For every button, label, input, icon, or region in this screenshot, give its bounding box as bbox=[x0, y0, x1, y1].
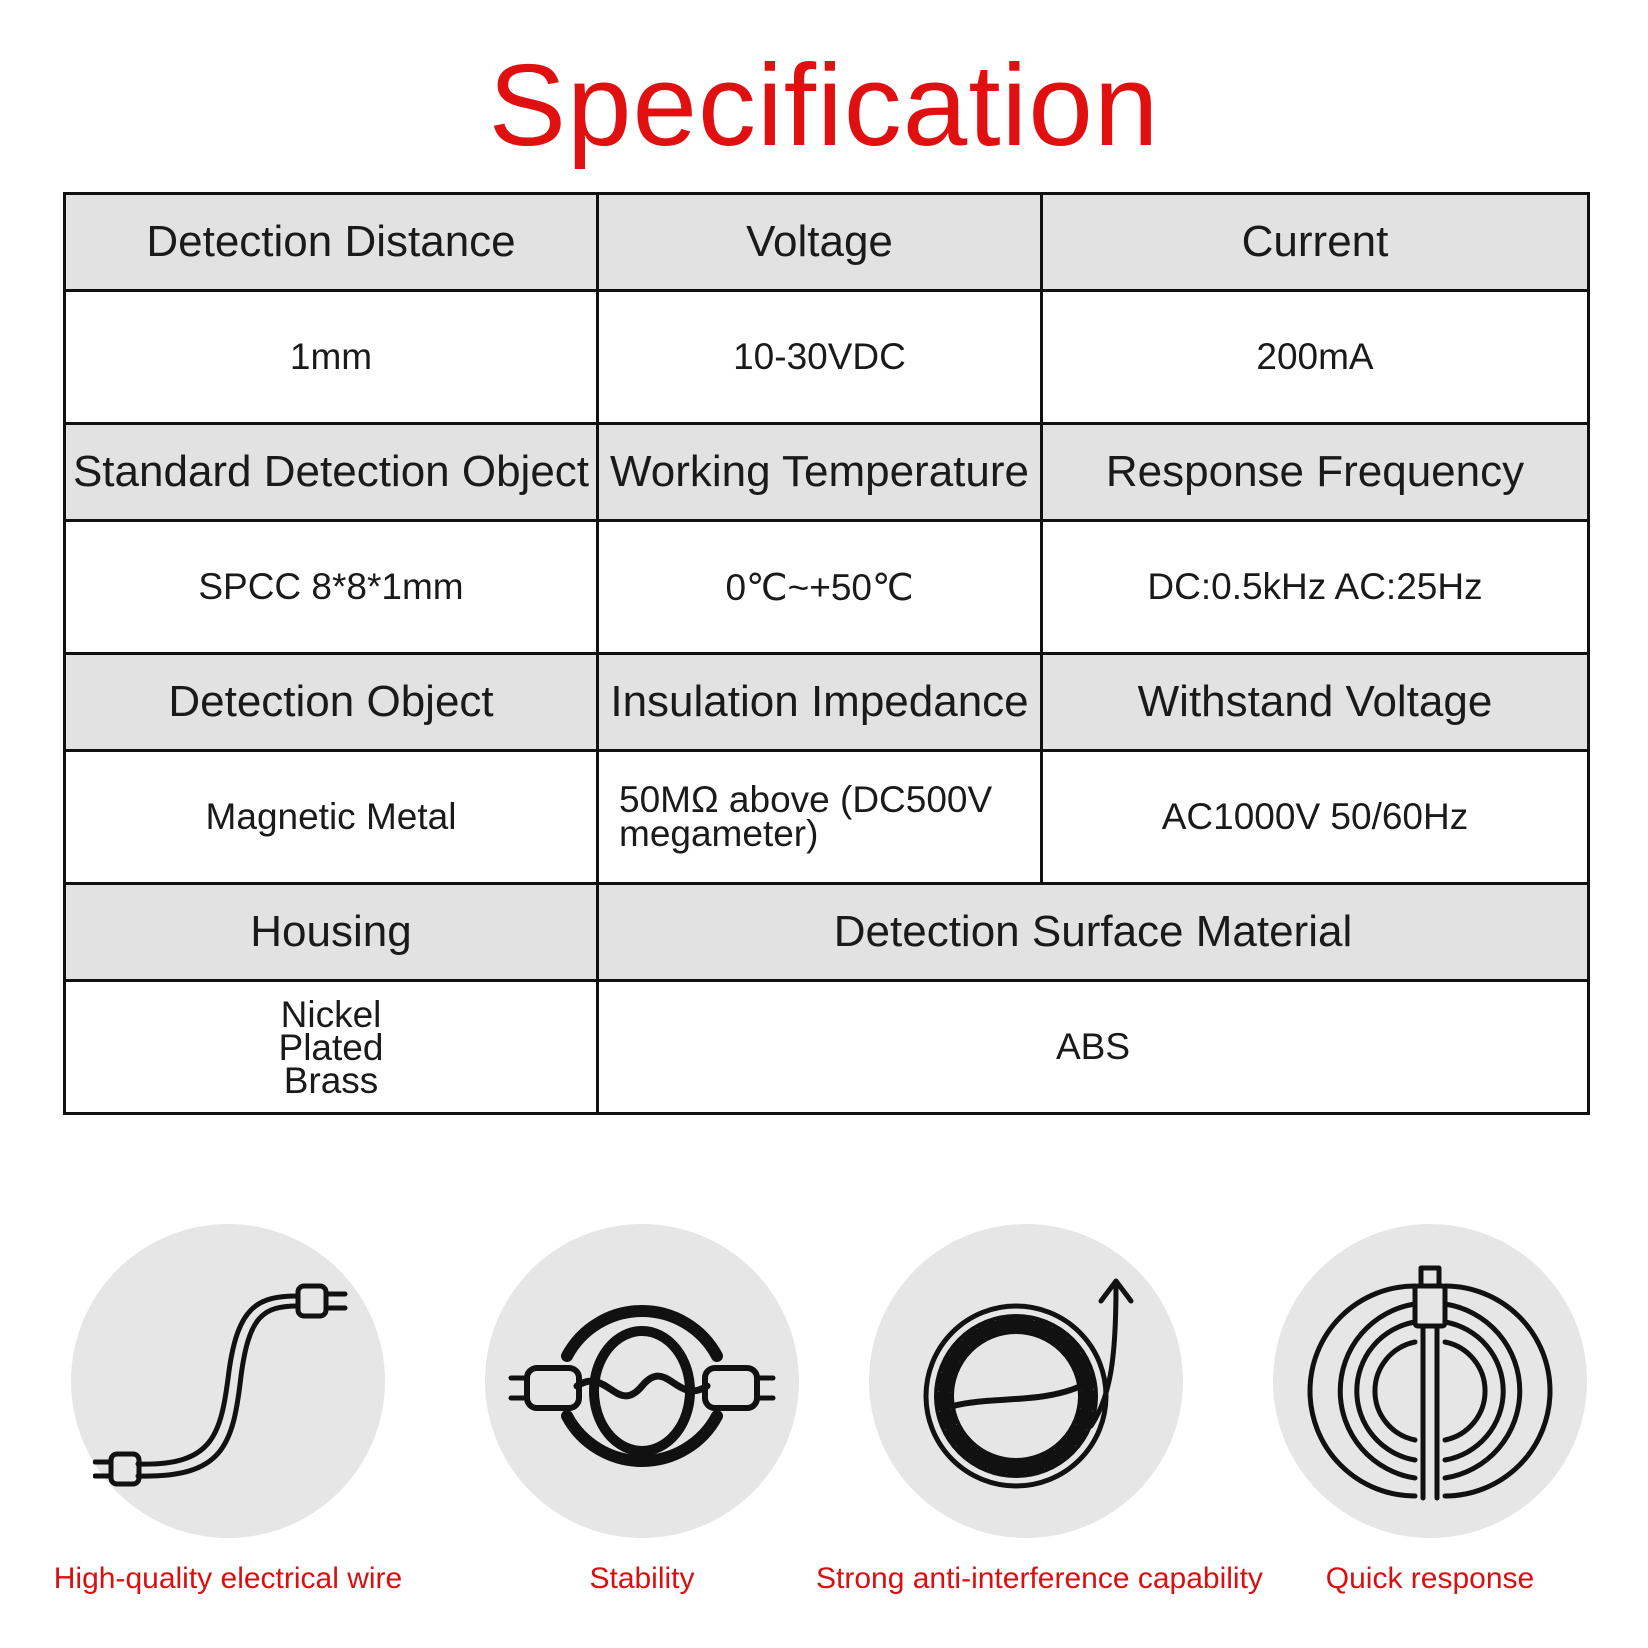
value-cell: Magnetic Metal bbox=[65, 751, 598, 884]
header-cell: Housing bbox=[65, 884, 598, 981]
value-line: Nickel bbox=[280, 993, 382, 1035]
header-cell: Detection Distance bbox=[65, 194, 598, 291]
features-row bbox=[0, 1224, 1648, 1604]
value-cell: 0℃~+50℃ bbox=[598, 521, 1042, 654]
value-cell: 1mm bbox=[65, 291, 598, 424]
header-cell: Detection Object bbox=[65, 654, 598, 751]
feature-circle bbox=[869, 1224, 1183, 1538]
table-row bbox=[65, 424, 1589, 521]
value-cell: SPCC 8*8*1mm bbox=[65, 521, 598, 654]
electrical-wire-icon bbox=[93, 1246, 363, 1516]
feature-circle bbox=[1273, 1224, 1587, 1538]
value-cell: DC:0.5kHz AC:25Hz bbox=[1042, 521, 1589, 654]
feature-label: Strong anti-interference capability bbox=[816, 1562, 1263, 1595]
header-cell: Current bbox=[1042, 194, 1589, 291]
feature-circle bbox=[485, 1224, 799, 1538]
anti-interference-icon bbox=[891, 1246, 1161, 1516]
table-row bbox=[65, 981, 1589, 1114]
value-cell: 200mA bbox=[1042, 291, 1589, 424]
page-title: Specification bbox=[488, 40, 1160, 170]
header-cell: Working Temperature bbox=[598, 424, 1042, 521]
table-row bbox=[65, 654, 1589, 751]
feature-label: Stability bbox=[589, 1562, 695, 1595]
table-row bbox=[65, 751, 1589, 884]
feature-label: High-quality electrical wire bbox=[53, 1562, 403, 1595]
value-line: megameter) bbox=[619, 813, 819, 854]
value-line: Plated bbox=[278, 1026, 384, 1068]
value-cell: AC1000V 50/60Hz bbox=[1042, 751, 1589, 884]
header-cell: Detection Surface Material bbox=[598, 884, 1589, 981]
feature-item bbox=[816, 1224, 1263, 1596]
value-cell bbox=[598, 751, 1042, 884]
table-row bbox=[65, 884, 1589, 981]
header-cell: Response Frequency bbox=[1042, 424, 1589, 521]
header-cell: Voltage bbox=[598, 194, 1042, 291]
header-cell: Withstand Voltage bbox=[1042, 654, 1589, 751]
value-cell bbox=[65, 981, 598, 1114]
specification-table bbox=[63, 192, 1590, 1115]
stability-icon bbox=[507, 1246, 777, 1516]
header-cell: Standard Detection Object bbox=[65, 424, 598, 521]
feature-circle bbox=[71, 1224, 385, 1538]
value-line: 50MΩ above (DC500V bbox=[619, 779, 993, 820]
feature-item bbox=[1220, 1224, 1640, 1596]
value-cell: ABS bbox=[598, 981, 1589, 1114]
table-row bbox=[65, 194, 1589, 291]
header-cell: Insulation Impedance bbox=[598, 654, 1042, 751]
quick-response-icon bbox=[1295, 1246, 1565, 1516]
value-line: Brass bbox=[283, 1059, 379, 1101]
feature-item bbox=[432, 1224, 852, 1596]
table-row bbox=[65, 291, 1589, 424]
feature-label: Quick response bbox=[1325, 1562, 1535, 1595]
feature-item bbox=[18, 1224, 438, 1596]
table-row bbox=[65, 521, 1589, 654]
value-cell: 10-30VDC bbox=[598, 291, 1042, 424]
